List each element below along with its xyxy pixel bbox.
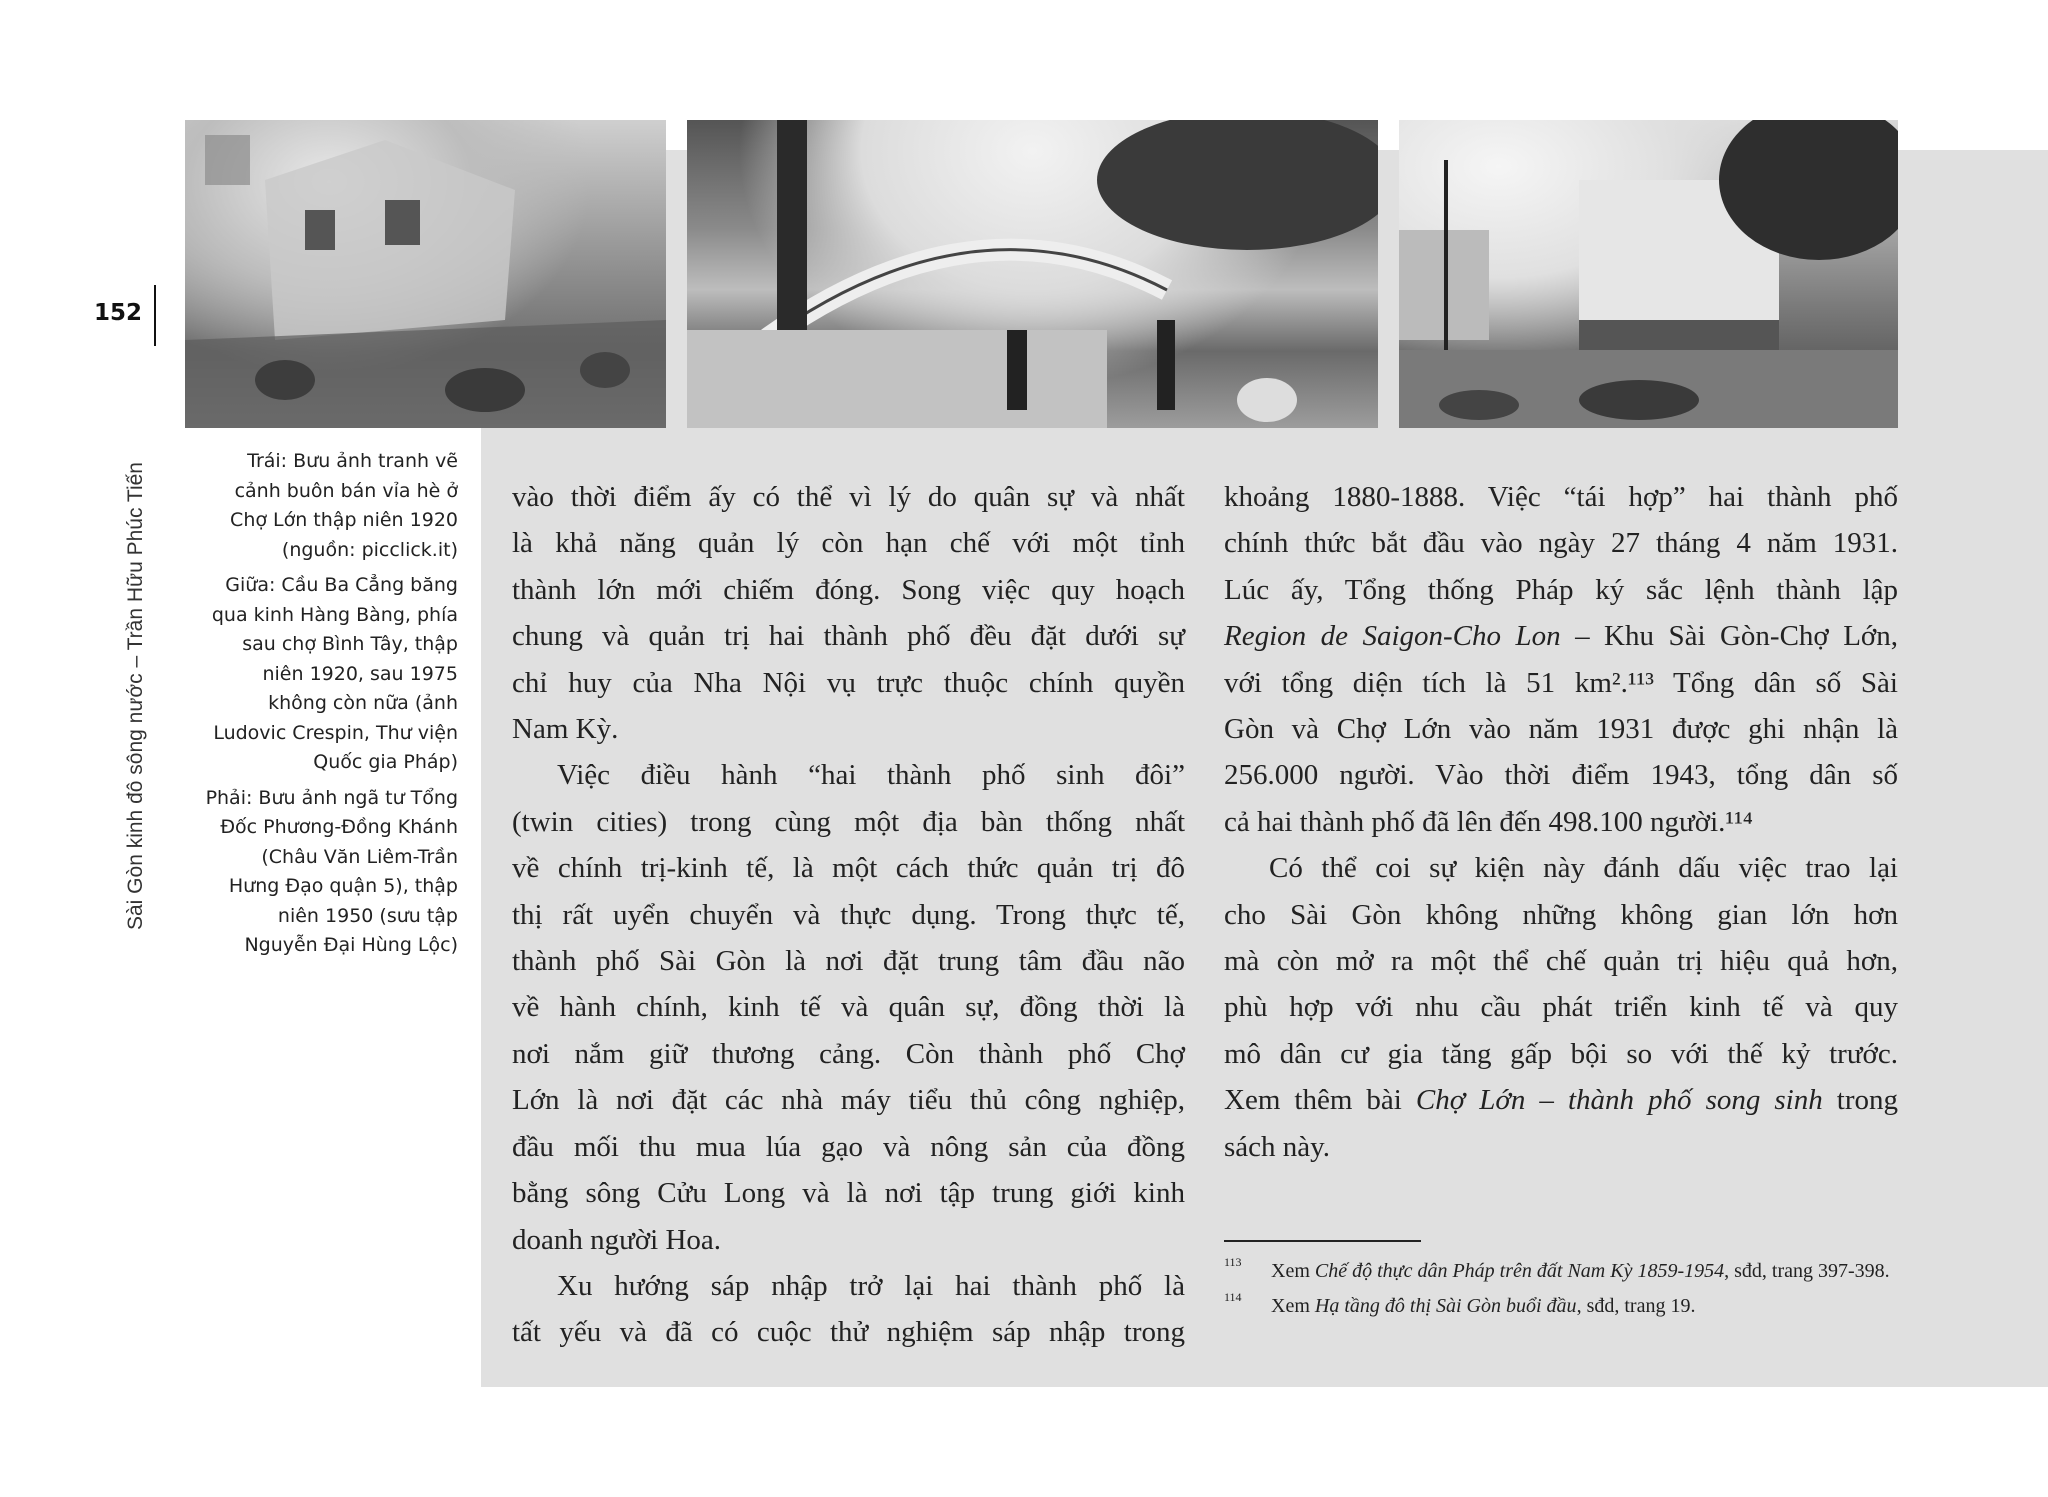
text-run: – Khu Sài Gòn-Chợ Lớn, [1560,620,1899,653]
text-run: về hành chính, kinh tế và quân sự, đồng thời là [512,991,1185,1024]
text-run: về chính trị-kinh tế, là một cách thức quản trị đô [512,852,1185,885]
text-line [1224,613,1898,659]
text-run: cho Sài Gòn không những không gian lớn hơn [1224,898,1898,931]
text-line [512,706,1185,752]
text-run: Xem [1271,1295,1315,1318]
text-run: Nam Kỳ. [512,713,619,746]
text-line [1224,474,1898,520]
text-line [512,752,1185,798]
text-line [1224,1124,1898,1170]
text-line [512,1077,1185,1123]
italic-title: Chế độ thực dân Pháp trên đất Nam Kỳ 1859-1954 [1314,1260,1725,1283]
text-run: Xem [1271,1260,1315,1283]
photo-middle-ba-cang-bridge [687,120,1378,428]
text-line [1224,799,1898,845]
text-line [1224,1031,1898,1077]
text-run: là khả năng quản lý còn hạn chế với một tỉnh [512,527,1185,560]
footnote [1224,1256,1898,1287]
text-run: đầu mối thu mua lúa gạo và nông sản của đồng [512,1130,1185,1163]
text-line [512,1170,1185,1216]
footnote [1224,1291,1898,1322]
photo-left-street-market-painting [185,120,666,428]
text-line [512,892,1185,938]
text-run: , sđd, trang 397-398. [1724,1260,1890,1283]
italic-title: Hạ tầng đô thị Sài Gòn buổi đầu [1314,1295,1577,1318]
text-run: chính thức bắt đầu vào ngày 27 tháng 4 năm 1931. [1224,527,1898,560]
text-line [1224,660,1898,706]
right-column-wrapper [1224,474,1898,1326]
text-run: Lớn là nơi đặt các nhà máy tiểu thủ công nghiệp, [512,1084,1185,1117]
text-run: sách này. [1224,1130,1331,1163]
italic-title: Region de Saigon-Cho Lon [1224,620,1561,653]
text-run: Gòn và Chợ Lớn vào năm 1931 được ghi nhận là [1224,713,1898,746]
text-run: mà còn mở ra một thể chế quản trị hiệu quả hơn, [1224,945,1898,978]
text-line [512,1309,1185,1355]
text-line [1224,567,1898,613]
text-run: thành phố Sài Gòn là nơi đặt trung tâm đầu não [512,945,1185,978]
text-run: phù hợp với nhu cầu phát triển kinh tế và quy [1224,991,1898,1024]
text-line [1224,1077,1898,1123]
photo-right-street-intersection-1950s [1399,120,1898,428]
text-run: Xu hướng sáp nhập trở lại hai thành phố là [557,1269,1185,1302]
text-run: tất yếu và đã có cuộc thử nghiệm sáp nhập trong [512,1316,1185,1349]
text-line [512,799,1185,845]
text-run: Xem thêm bài [1224,1084,1416,1117]
text-run: với tổng diện tích là 51 km².¹¹³ Tổng dân số Sài [1224,666,1898,699]
running-head: Sài Gòn kinh đô sông nước – Trần Hữu Phúc Tiến [124,462,147,930]
text-line [512,660,1185,706]
text-line [512,845,1185,891]
text-line [512,1031,1185,1077]
page-number: 152 [94,300,143,326]
footnote-number: 114 [1224,1290,1242,1305]
text-run: thị rất uyển chuyển và thực dụng. Trong thực tế, [512,898,1185,931]
caption-middle: Giữa: Cầu Ba Cẳng băng qua kinh Hàng Bàng, phía sau chợ Bình Tây, thập niên 1920, sau 1975 không còn nữa (ảnh Ludovic Crespin, Thư viện Quốc gia Pháp) [211,574,458,773]
text-line [512,613,1185,659]
text-run: Có thể coi sự kiện này đánh dấu việc trao lại [1269,852,1898,885]
caption-right: Phải: Bưu ảnh ngã tư Tổng Đốc Phương-Đồng Khánh (Châu Văn Liêm-Trần Hưng Đạo quận 5), thập niên 1950 (sưu tập Nguyễn Đại Hùng Lộc) [205,786,458,956]
footnote-separator [1224,1240,1421,1242]
text-line [1224,892,1898,938]
text-line [1224,706,1898,752]
italic-title: Chợ Lớn – thành phố song sinh [1415,1084,1823,1117]
text-run: khoảng 1880-1888. Việc “tái hợp” hai thành phố [1224,481,1898,513]
text-line [1224,984,1898,1030]
text-run: (twin cities) trong cùng một địa bàn thống nhất [512,805,1185,838]
body-column-left [512,474,1185,1356]
text-line [512,567,1185,613]
text-run: 256.000 người. Vào thời điểm 1943, tổng dân số [1224,759,1898,792]
text-run: chung và quản trị hai thành phố đều đặt dưới sự [512,620,1185,653]
text-line [1224,938,1898,984]
text-line [512,938,1185,984]
text-run: Lúc ấy, Tổng thống Pháp ký sắc lệnh thành lập [1224,573,1898,606]
text-line [512,1124,1185,1170]
text-run: , sđd, trang 19. [1576,1295,1696,1318]
text-run: doanh người Hoa. [512,1223,722,1256]
text-run: bằng sông Cửu Long và là nơi tập trung giới kinh [512,1177,1185,1210]
footnote-number: 113 [1224,1255,1242,1270]
caption-left: Trái: Bưu ảnh tranh vẽ cảnh buôn bán vỉa hè ở Chợ Lớn thập niên 1920 (nguồn: picclick.it) [230,450,458,561]
text-run: thành lớn mới chiếm đóng. Song việc quy hoạch [512,573,1185,606]
text-run: vào thời điểm ấy có thể vì lý do quân sự và nhất [512,481,1185,513]
page-number-divider [154,285,156,346]
text-run: chỉ huy của Nha Nội vụ trực thuộc chính quyền [512,666,1185,699]
text-run: mô dân cư gia tăng gấp bội so với thế kỷ trước. [1224,1037,1898,1070]
text-line [512,474,1185,520]
text-run: nơi nắm giữ thương cảng. Còn thành phố Chợ [512,1037,1185,1070]
text-line [1224,752,1898,798]
photo-captions [205,447,458,967]
text-run: cả hai thành phố đã lên đến 498.100 người.¹¹⁴ [1224,805,1753,838]
text-line [512,520,1185,566]
text-line [512,1263,1185,1309]
text-line [1224,845,1898,891]
body-column-right [1224,474,1898,1170]
text-run: trong [1822,1084,1898,1117]
text-line [512,984,1185,1030]
text-run: Việc điều hành “hai thành phố sinh đôi” [557,759,1185,792]
text-line [1224,520,1898,566]
footnotes [1224,1256,1898,1322]
text-line [512,1217,1185,1263]
